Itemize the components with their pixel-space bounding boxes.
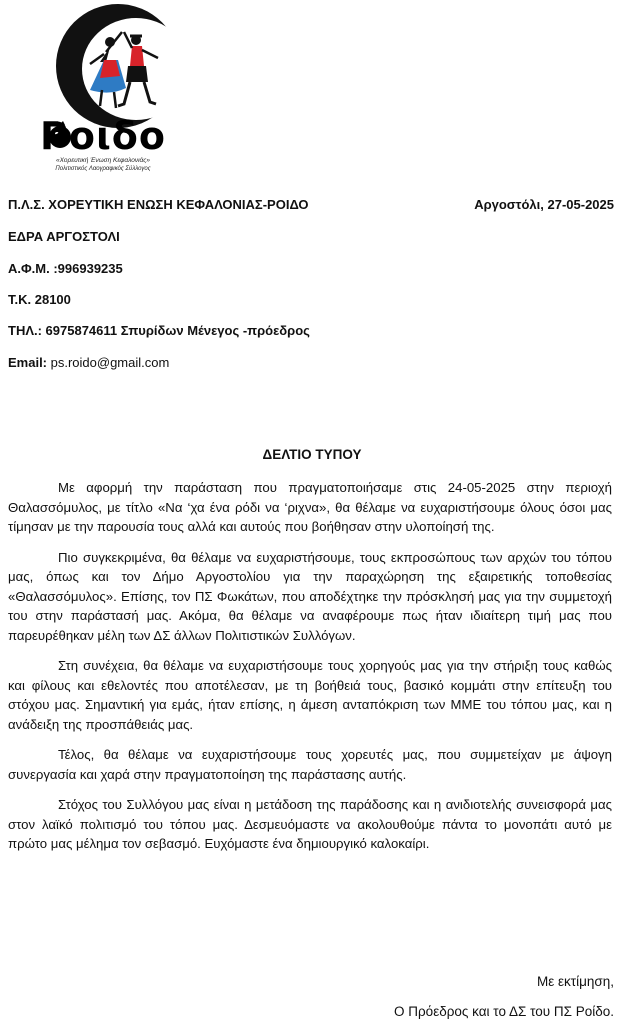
letter-date: Αργοστόλι, 27-05-2025 — [474, 197, 614, 212]
paragraph: Πιο συγκεκριμένα, θα θέλαμε να ευχαριστήσουμε, τους εκπροσώπους των αρχών του τόπου μας, όπως και τον Δήμο Αργοστολίου για την παραχώρηση της εξαιρετικής τοποθεσίας «Θαλασσόμυλος». Επίσης, τον ΠΣ Φωκάτων, που αποδέχτηκε την πρόσκλησή μας για την συμμετοχή του στην παράστασή μας. Ακόμα, θα θέλαμε να αναφέρουμε πως ήταν ιδιαίτερη τιμή μας που παρευρέθηκαν μέλη των ΔΣ άλλων Πολιτιστικών Συλλόγων. — [8, 549, 612, 643]
organization-name: Π.Λ.Σ. ΧΟΡΕΥΤΙΚΗ ΕΝΩΣΗ ΚΕΦΑΛΟΝΙΑΣ-ΡΟΙΔΟ — [8, 197, 309, 212]
logo-tagline: «Χορευτική Ένωση Κεφαλονιάς» — [55, 157, 151, 164]
email-label: Email: — [8, 355, 48, 370]
tax-id: Α.Φ.Μ. :996939235 — [8, 261, 123, 276]
dancers-illustration — [60, 22, 180, 120]
organization-logo — [40, 4, 166, 174]
contact-email — [8, 355, 169, 371]
paragraph: Με αφορμή την παράσταση που πραγματοποιήσαμε στις 24-05-2025 στην περιοχή Θαλασσόμυλος, με τίτλο «Να ‘χα ένα ρόδι να ‘ριχνα», θα θέλαμε να ευχαριστήσουμε όλους όσοι μας τίμησαν με την παρουσία τους αλλά και αυτούς που βοήθησαν στην υλοποίησή της. — [8, 480, 612, 534]
logo-subtagline: Πολιτιστικός Λαογραφικός Σύλλογος — [55, 166, 151, 172]
contact-phone: ΤΗΛ.: 6975874611 Σπυρίδων Μένεγος -πρόεδρος — [8, 323, 310, 338]
closing-regards: Με εκτίμηση, — [537, 974, 614, 989]
email-address[interactable]: ps.roido@gmail.com — [47, 355, 170, 370]
signature-line: Ο Πρόεδρος και το ΔΣ του ΠΣ Ροίδο. — [394, 1004, 614, 1019]
postal-code: Τ.Κ. 28100 — [8, 292, 71, 307]
letter-body — [8, 478, 612, 865]
organization-seat: ΕΔΡΑ ΑΡΓΟΣΤΟΛΙ — [8, 229, 120, 244]
paragraph: Στη συνέχεια, θα θέλαμε να ευχαριστήσουμε τους χορηγούς μας για την στήριξη τους καθώς και φίλους και εθελοντές που αποτέλεσαν, με τη βοήθειά τους, βασικό κομμάτι στην επίτευξη του στόχου μας. Σημαντική για εμάς, ήταν επίσης, η άμεση ανταπόκριση των ΜΜΕ του τόπου μας, και η ανάδειξη της προσπάθειάς μας. — [8, 658, 612, 732]
paragraph: Στόχος του Συλλόγου μας είναι η μετάδοση της παράδοσης και η ανιδιοτελής συνεισφορά μας στον λαϊκό πολιτισμό του τόπου μας. Δεσμευόμαστε να ακολουθούμε πάντα το μονοπάτι αυτό με πρώτο μας μέλημα τον σεβασμό. Ευχόμαστε ένα δημιουργικό καλοκαίρι. — [8, 797, 612, 851]
logo-wordmark: Ροιδο — [40, 114, 166, 158]
press-release-title: ΔΕΛΤΙΟ ΤΥΠΟΥ — [262, 447, 362, 462]
paragraph: Τέλος, θα θέλαμε να ευχαριστήσουμε τους χορευτές μας, που συμμετείχαν με άψογη συνεργασία και χαρά στην πραγματοποίηση της παράστασης αυτής. — [8, 747, 612, 782]
